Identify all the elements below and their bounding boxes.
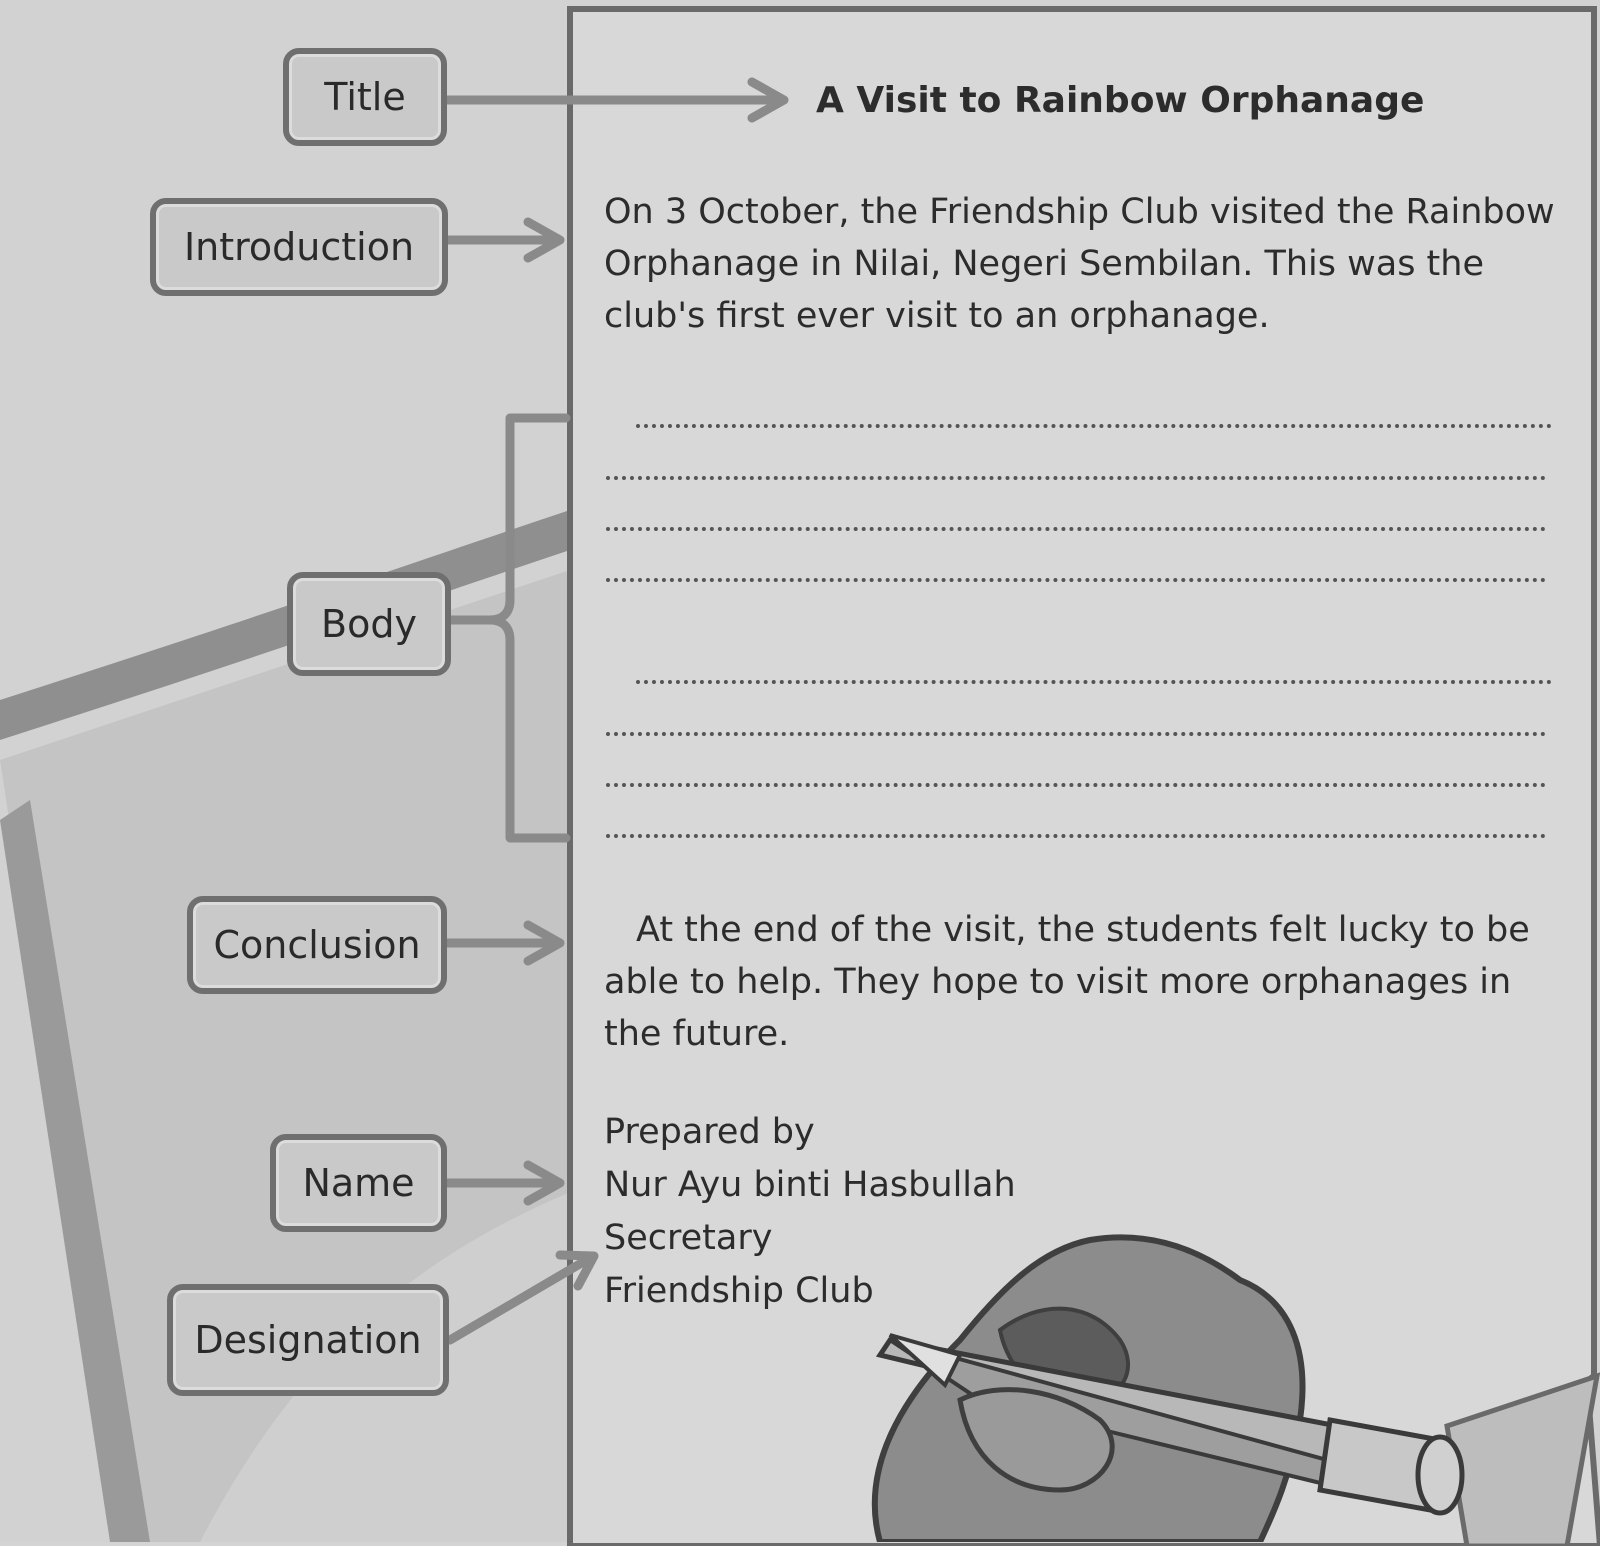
body-label: Body — [287, 572, 451, 676]
body-writing-line — [606, 834, 1546, 838]
prepared-by-text: Prepared by — [604, 1112, 815, 1152]
report-title: A Visit to Rainbow Orphanage — [816, 80, 1425, 121]
body-writing-line — [606, 578, 1546, 582]
designation-label: Designation — [167, 1284, 449, 1396]
name-label: Name — [270, 1134, 447, 1232]
author-designation: Secretary — [604, 1218, 773, 1258]
body-writing-line — [606, 732, 1546, 736]
body-writing-line — [606, 527, 1546, 531]
title-label: Title — [283, 48, 447, 146]
body-writing-line — [606, 783, 1546, 787]
author-organisation: Friendship Club — [604, 1271, 874, 1311]
introduction-label: Introduction — [150, 198, 448, 296]
body-writing-line — [636, 424, 1552, 428]
author-name: Nur Ayu binti Hasbullah — [604, 1165, 1016, 1205]
conclusion-label: Conclusion — [187, 896, 447, 994]
report-conclusion: At the end of the visit, the students felt lucky to be able to help. They hope to visit more orphanages in the future. — [604, 910, 1530, 1054]
report-introduction: On 3 October, the Friendship Club visited the Rainbow Orphanage in Nilai, Negeri Sembilan. This was the club's first ever visit to an orphanage. — [604, 192, 1555, 336]
body-writing-line — [636, 680, 1552, 684]
body-writing-line — [606, 476, 1546, 480]
